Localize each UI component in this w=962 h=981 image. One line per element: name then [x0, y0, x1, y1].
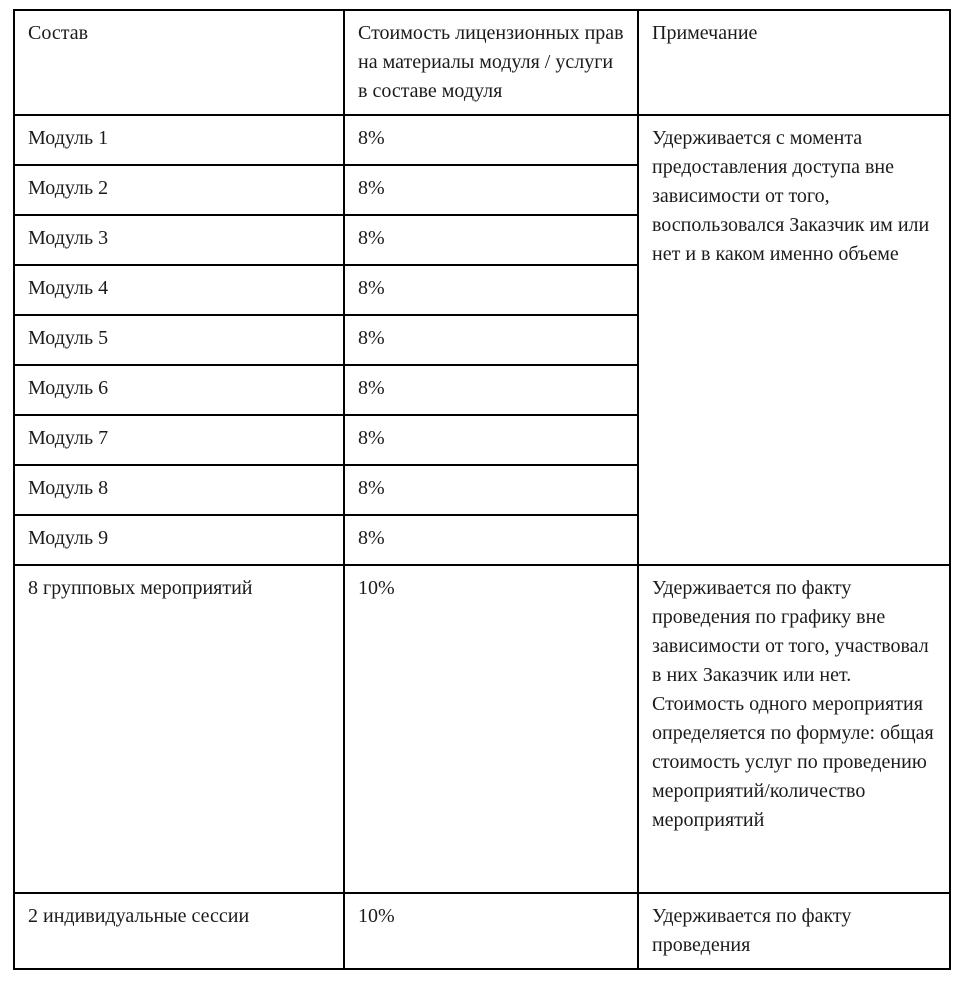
module-name-cell: Модуль 8: [14, 465, 344, 515]
table-header-row: [14, 10, 950, 115]
individual-sessions-name-cell: 2 индивидуальные сессии: [14, 893, 344, 969]
module-value-cell: 8%: [344, 465, 638, 515]
group-events-value-cell: 10%: [344, 565, 638, 893]
column-header-note: Примечание: [638, 10, 950, 115]
individual-sessions-value-cell: 10%: [344, 893, 638, 969]
module-name-cell: Модуль 2: [14, 165, 344, 215]
individual-sessions-note-cell: Удерживается по факту проведения: [638, 893, 950, 969]
module-value-cell: 8%: [344, 515, 638, 565]
module-value-cell: 8%: [344, 265, 638, 315]
pricing-table: [13, 9, 951, 970]
table-row-group-events: [14, 565, 950, 893]
module-name-cell: Модуль 6: [14, 365, 344, 415]
module-name-cell: Модуль 3: [14, 215, 344, 265]
group-events-name-cell: 8 групповых мероприятий: [14, 565, 344, 893]
table-row-module-1: [14, 115, 950, 165]
column-header-composition: Состав: [14, 10, 344, 115]
group-events-note-cell: Удерживается по факту проведения по графику вне зависимости от того, участвовал в них Заказчик или нет. Стоимость одного мероприятия определяется по формуле: общая стоимость услуг по проведению мероприятий/количество мероприятий: [638, 565, 950, 893]
module-name-cell: Модуль 9: [14, 515, 344, 565]
module-name-cell: Модуль 4: [14, 265, 344, 315]
module-value-cell: 8%: [344, 165, 638, 215]
module-value-cell: 8%: [344, 415, 638, 465]
module-value-cell: 8%: [344, 315, 638, 365]
module-name-cell: Модуль 7: [14, 415, 344, 465]
column-header-cost: Стоимость лицензионных прав на материалы модуля / услуги в составе модуля: [344, 10, 638, 115]
module-name-cell: Модуль 1: [14, 115, 344, 165]
modules-note-cell: Удерживается с момента предоставления доступа вне зависимости от того, воспользовался Заказчик им или нет и в каком именно объеме: [638, 115, 950, 565]
module-value-cell: 8%: [344, 365, 638, 415]
module-value-cell: 8%: [344, 215, 638, 265]
module-name-cell: Модуль 5: [14, 315, 344, 365]
table-row-individual-sessions: [14, 893, 950, 969]
module-value-cell: 8%: [344, 115, 638, 165]
